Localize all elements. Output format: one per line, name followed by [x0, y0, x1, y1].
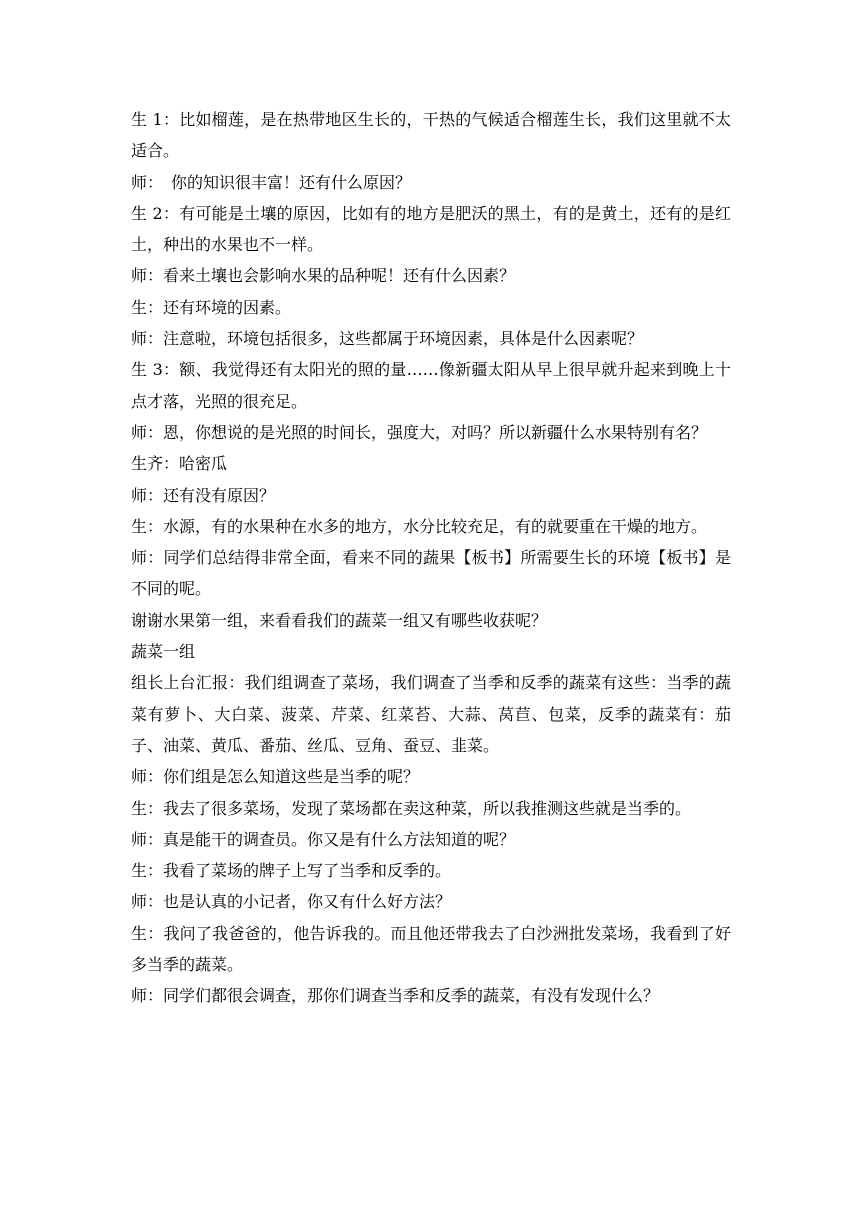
paragraph-student2-soil: 生 2：有可能是土壤的原因，比如有的地方是肥沃的黑土，有的是黄土，还有的是红土，种出的水果也不一样。: [131, 203, 731, 255]
document-body: [131, 104, 731, 1012]
paragraph-teacher-knowledge: 师： 你的知识很丰富！还有什么原因？: [131, 172, 412, 192]
paragraph-teacher-findings: 师：同学们都很会调查，那你们调查当季和反季的蔬菜，有没有发现什么？: [131, 986, 660, 1006]
paragraph-teacher-environment: 师：注意啦，环境包括很多，这些都属于环境因素，具体是什么因素呢？: [131, 329, 644, 349]
paragraph-teacher-investigator: 师：真是能干的调查员。你又是有什么方法知道的呢？: [131, 829, 516, 849]
paragraph-students-hami-melon: 生齐：哈密瓜: [131, 454, 228, 474]
paragraph-student-water: 生：水源，有的水果种在水多的地方，水分比较充足，有的就要重在干燥的地方。: [131, 516, 708, 536]
paragraph-teacher-reporter: 师：也是认真的小记者，你又有什么好方法？: [131, 892, 452, 912]
paragraph-student-environment: 生：还有环境的因素。: [131, 297, 292, 317]
paragraph-teacher-soil: 师：看来土壤也会影响水果的品种呢！还有什么因素？: [131, 266, 516, 286]
paragraph-student-markets: 生：我去了很多菜场，发现了菜场都在卖这种菜，所以我推测这些就是当季的。: [131, 798, 692, 818]
paragraph-group-leader-report: 组长上台汇报：我们组调查了菜场，我们调查了当季和反季的蔬菜有这些：当季的蔬菜有萝卜、大白菜、菠菜、芹菜、红菜苔、大蒜、莴苣、包菜，反季的蔬菜有：茄子、油菜、黄瓜、番茄、丝瓜、豆角、蚕豆、韭菜。: [131, 673, 731, 755]
paragraph-teacher-how-know: 师：你们组是怎么知道这些是当季的呢？: [131, 767, 420, 787]
paragraph-teacher-summary: 师：同学们总结得非常全面，看来不同的蔬果【板书】所需要生长的环境【板书】是不同的呢。: [131, 548, 731, 599]
paragraph-student3-sunlight: 生 3：额、我觉得还有太阳光的照的量……像新疆太阳从早上很早就升起来到晚上十点才落，光照的很充足。: [131, 360, 731, 411]
paragraph-student-father: 生：我问了我爸爸的，他告诉我的。而且他还带我去了白沙洲批发菜场，我看到了好多当季的蔬菜。: [131, 923, 731, 975]
paragraph-teacher-more-reasons: 师：还有没有原因？: [131, 485, 276, 505]
paragraph-student-signs: 生：我看了菜场的牌子上写了当季和反季的。: [131, 861, 452, 881]
paragraph-teacher-sunlight: 师：恩，你想说的是光照的时间长，强度大，对吗？所以新疆什么水果特别有名？: [131, 422, 708, 442]
section-heading-vegetable-group: 蔬菜一组: [131, 642, 196, 662]
paragraph-thanks-fruit-group: 谢谢水果第一组，来看看我们的蔬菜一组又有哪些收获呢？: [131, 610, 548, 630]
paragraph-student1-durian: 生 1：比如榴莲，是在热带地区生长的，干热的气候适合榴莲生长，我们这里就不太适合。: [131, 110, 731, 161]
